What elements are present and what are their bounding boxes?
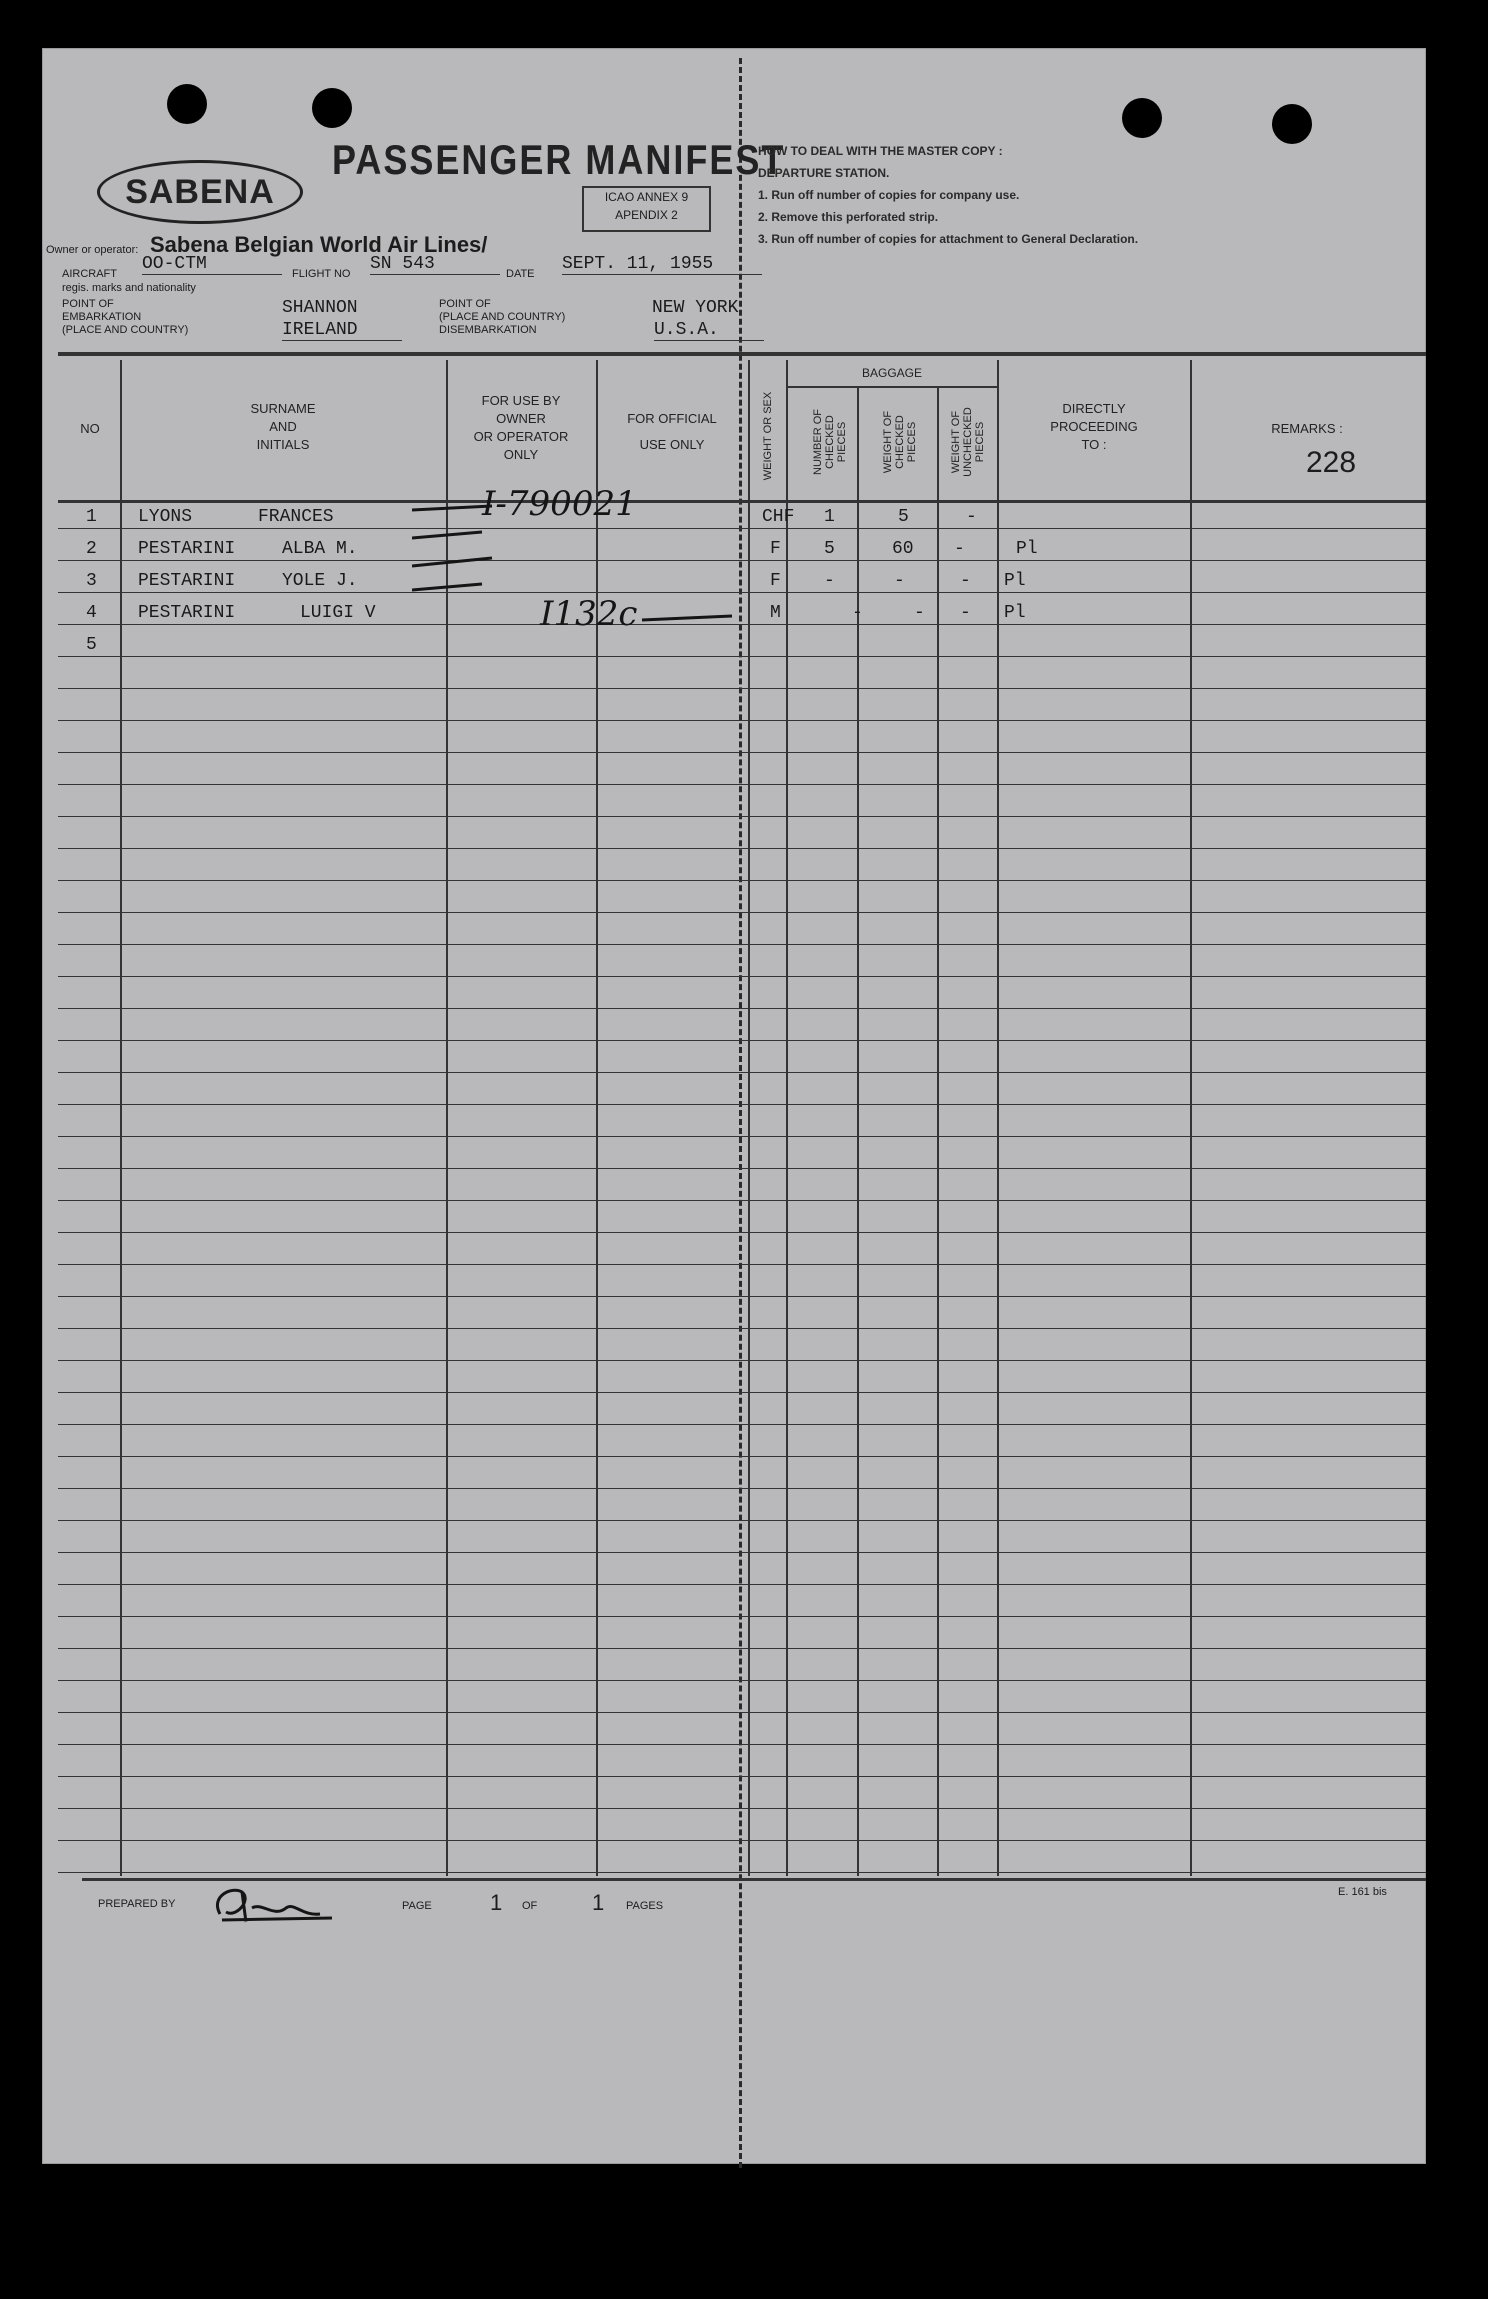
handwritten-number: I-790021 [482, 484, 637, 524]
punch-hole [1122, 98, 1162, 138]
pages-label: PAGES [626, 1900, 664, 1912]
ruled-line [58, 688, 1426, 689]
handwritten-dashes [412, 488, 742, 628]
ruled-line [58, 1648, 1426, 1649]
perforation-line [739, 58, 742, 2168]
row-proceeding: Pl [1004, 571, 1026, 591]
table-top-line [58, 352, 1426, 356]
bag-unck-hdr-1: WEIGHT OF [950, 410, 962, 474]
ruled-line [58, 624, 1426, 625]
owner-hdr-4: ONLY [503, 447, 539, 462]
embark-label [62, 298, 188, 337]
bag-num-hdr-1: NUMBER OF [812, 409, 824, 475]
disembark-label [439, 298, 565, 337]
col-header-proceeding [1000, 400, 1188, 454]
punch-hole [1272, 104, 1312, 144]
ruled-line [58, 1744, 1426, 1745]
proceed-hdr-1: DIRECTLY [1062, 401, 1126, 416]
ruled-line [58, 1776, 1426, 1777]
date-value: SEPT. 11, 1955 [562, 254, 762, 275]
aircraft-sub: regis. marks and nationality [62, 282, 196, 294]
surname-hdr-2: AND [269, 419, 297, 434]
bag-num-hdr-2: CHECKED [824, 415, 836, 469]
row-initials: LUIGI V [300, 603, 376, 623]
row-surname: LYONS [138, 507, 193, 527]
ruled-line [58, 1104, 1426, 1105]
bag-unck-hdr-2: UNCHECKED [962, 407, 974, 477]
row-bag-num: - [824, 571, 835, 591]
ruled-line [58, 944, 1426, 945]
row-bag-num: 5 [824, 539, 835, 559]
proceed-hdr-3: TO : [1081, 437, 1107, 452]
ruled-line [58, 1040, 1426, 1041]
ruled-line [58, 592, 1426, 593]
instructions [758, 140, 1138, 250]
ruled-line [58, 784, 1426, 785]
ruled-line [58, 1328, 1426, 1329]
row-initials: ALBA M. [282, 539, 358, 559]
ruled-line [58, 1200, 1426, 1201]
row-proceeding: Pl [1004, 603, 1026, 623]
row-sex: F [770, 571, 781, 591]
row-surname: PESTARINI [138, 571, 236, 591]
col-header-official [598, 406, 746, 458]
embark-place: SHANNON [282, 298, 358, 318]
disembark-country: U.S.A. [654, 320, 764, 341]
row-bag-wt: - [894, 571, 905, 591]
ruled-line [58, 560, 1426, 561]
bag-num-hdr-3: PIECES [836, 421, 848, 463]
disembark-label-1: POINT OF [439, 298, 491, 310]
ruled-line [58, 656, 1426, 657]
row-initials: YOLE J. [282, 571, 358, 591]
bag-wt-hdr-3: PIECES [906, 421, 918, 463]
col-header-bag-unck [950, 388, 986, 496]
ruled-line [58, 1616, 1426, 1617]
table-header-line [58, 500, 1426, 503]
ruled-line [58, 752, 1426, 753]
sabena-logo: SABENA [97, 160, 303, 224]
row-no: 3 [86, 571, 97, 591]
ruled-line [58, 1872, 1426, 1873]
row-no: 1 [86, 507, 97, 527]
ruled-line [58, 1360, 1426, 1361]
of-label: OF [522, 1900, 538, 1912]
aircraft-label: AIRCRAFT [62, 268, 117, 280]
row-bag-unck: - [954, 539, 965, 559]
ruled-line [58, 720, 1426, 721]
punch-hole [167, 84, 207, 124]
page-label: PAGE [402, 1900, 432, 1912]
signature [202, 1878, 342, 1934]
row-bag-unck: - [960, 603, 971, 623]
instruction-line: 2. Remove this perforated strip. [758, 210, 939, 224]
ruled-line [58, 1168, 1426, 1169]
ruled-line [58, 1072, 1426, 1073]
row-no: 2 [86, 539, 97, 559]
bag-unck-hdr-3: PIECES [974, 421, 986, 463]
col-header-owner [448, 392, 594, 464]
ruled-line [58, 1264, 1426, 1265]
ruled-line [58, 848, 1426, 849]
row-no: 5 [86, 635, 97, 655]
flight-value: SN 543 [370, 254, 500, 275]
bag-wt-hdr-1: WEIGHT OF [882, 410, 894, 474]
ruled-line [58, 1680, 1426, 1681]
row-no: 4 [86, 603, 97, 623]
row-bag-wt: 5 [898, 507, 909, 527]
disembark-label-2: (PLACE AND COUNTRY) [439, 311, 566, 323]
aircraft-value: OO-CTM [142, 254, 282, 275]
col-header-bag-wt [882, 388, 918, 496]
row-sex: CHF [762, 507, 795, 527]
icao-box [582, 186, 711, 232]
icao-line-2: APENDIX 2 [615, 208, 678, 222]
page-title: PASSENGER MANIFEST [332, 136, 786, 184]
row-bag-wt: - [914, 603, 925, 623]
ruled-line [58, 912, 1426, 913]
ruled-line [58, 1392, 1426, 1393]
ruled-line [58, 880, 1426, 881]
col-header-baggage: BAGGAGE [861, 366, 923, 380]
col-header-sex: WEIGHT OR SEX [762, 391, 774, 481]
row-bag-wt: 60 [892, 539, 914, 559]
ruled-line [58, 1456, 1426, 1457]
ruled-line [58, 1296, 1426, 1297]
instruction-line: DEPARTURE STATION. [758, 166, 890, 180]
row-surname: PESTARINI [138, 539, 236, 559]
owner-hdr-2: OWNER [496, 411, 546, 426]
row-initials: FRANCES [258, 507, 334, 527]
ruled-line [58, 1552, 1426, 1553]
embark-label-2: EMBARKATION [62, 311, 142, 323]
disembark-place: NEW YORK [652, 298, 739, 318]
col-header-surname [122, 400, 444, 454]
ruled-line [58, 1584, 1426, 1585]
ruled-line [58, 528, 1426, 529]
col-header-bag-num [812, 388, 848, 496]
official-hdr-2: USE ONLY [639, 437, 705, 452]
row-sex: F [770, 539, 781, 559]
of-value: 1 [592, 1890, 605, 1915]
owner-hdr-3: OR OPERATOR [473, 429, 569, 444]
row-bag-unck: - [960, 571, 971, 591]
ruled-line [58, 976, 1426, 977]
ruled-line [58, 1232, 1426, 1233]
embark-country: IRELAND [282, 320, 402, 341]
embark-label-1: POINT OF [62, 298, 114, 310]
ruled-line [58, 1424, 1426, 1425]
ruled-line [58, 1008, 1426, 1009]
ruled-line [58, 1840, 1426, 1841]
handwritten-number: I132c [540, 594, 638, 634]
row-proceeding: Pl [1016, 539, 1038, 559]
bag-wt-hdr-2: CHECKED [894, 415, 906, 469]
ruled-line [58, 1712, 1426, 1713]
instruction-line: HOW TO DEAL WITH THE MASTER COPY : [758, 144, 1003, 158]
prepared-by-label: PREPARED BY [98, 1898, 176, 1910]
instruction-line: 3. Run off number of copies for attachment to General Declaration. [758, 232, 1139, 246]
surname-hdr-3: INITIALS [256, 437, 310, 452]
row-bag-num: 1 [824, 507, 835, 527]
ruled-line [58, 816, 1426, 817]
official-hdr-1: FOR OFFICIAL [627, 411, 717, 426]
row-sex: M [770, 603, 781, 623]
disembark-label-3: DISEMBARKATION [439, 324, 537, 336]
flight-label: FLIGHT NO [292, 268, 351, 280]
punch-hole [312, 88, 352, 128]
icao-line-1: ICAO ANNEX 9 [604, 190, 689, 204]
row-bag-unck: - [966, 507, 977, 527]
manifest-sheet [42, 48, 1426, 2164]
ruled-line [58, 1488, 1426, 1489]
date-label: DATE [506, 268, 535, 280]
form-number: E. 161 bis [1338, 1886, 1387, 1898]
embark-label-3: (PLACE AND COUNTRY) [62, 324, 189, 336]
ruled-line [58, 1136, 1426, 1137]
table-row [42, 632, 1426, 656]
page-value: 1 [490, 1890, 503, 1915]
owner-hdr-1: FOR USE BY [481, 393, 561, 408]
proceed-hdr-2: PROCEEDING [1050, 419, 1138, 434]
surname-hdr-1: SURNAME [250, 401, 316, 416]
remarks-number: 228 [1306, 446, 1357, 479]
ruled-line [58, 1808, 1426, 1809]
instruction-line: 1. Run off number of copies for company use. [758, 188, 1020, 202]
ruled-line [58, 1520, 1426, 1521]
owner-value: Sabena Belgian World Air Lines/ [150, 232, 488, 257]
owner-label: Owner or operator: [46, 244, 139, 256]
row-bag-num: - [852, 603, 863, 623]
col-header-remarks: REMARKS : [1271, 421, 1343, 436]
col-header-no: NO [80, 421, 100, 436]
row-surname: PESTARINI [138, 603, 236, 623]
